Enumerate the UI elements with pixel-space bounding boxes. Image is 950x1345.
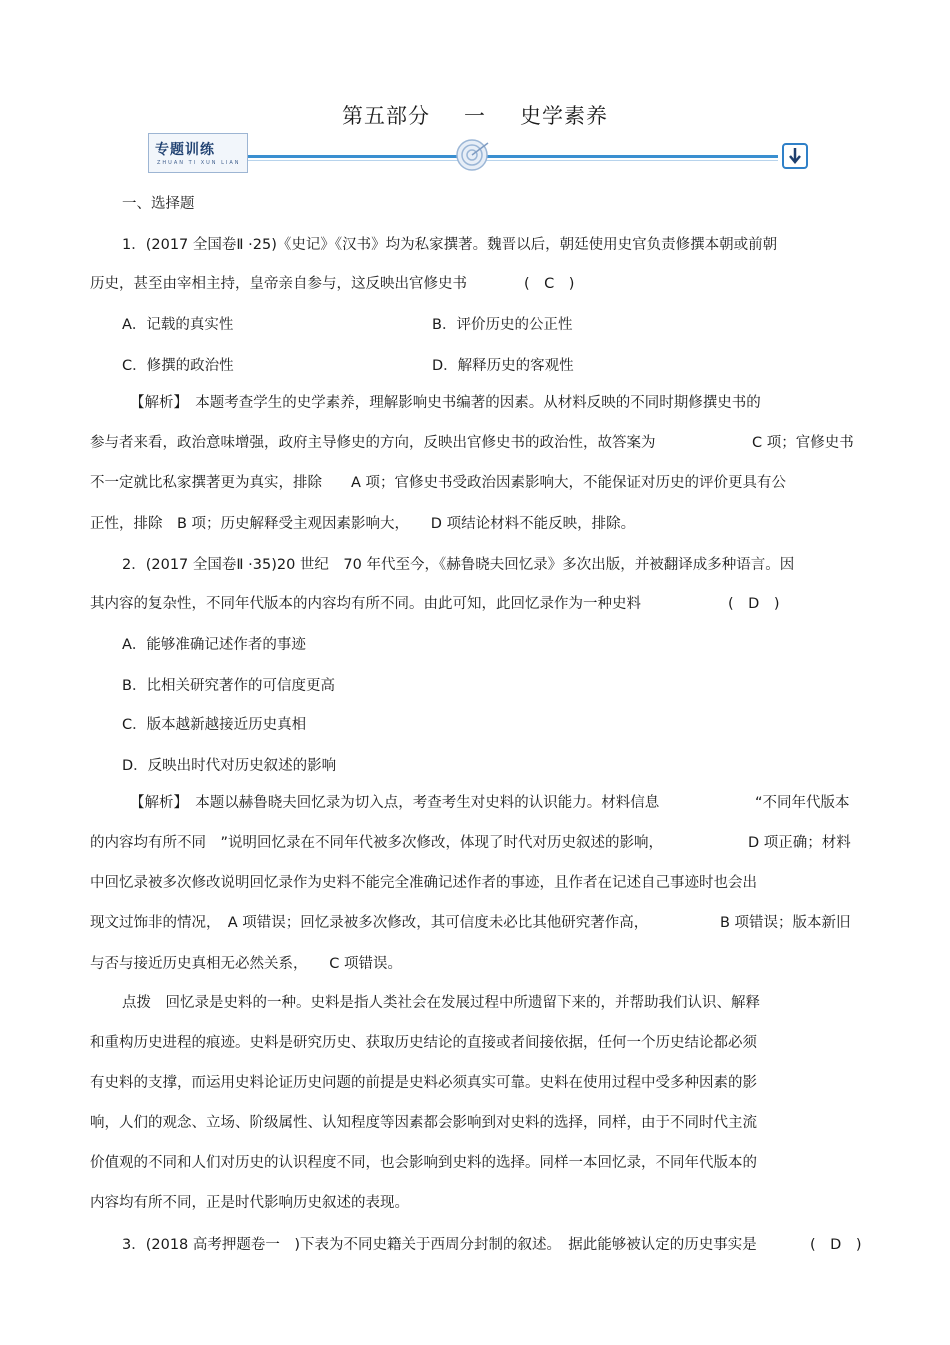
q2-analysis-line-2: 的内容均有所不同 ”说明回忆录在不同年代被多次修改，体现了时代对历史叙述的影响， [90, 835, 664, 851]
q2-tip-line-6: 内容均有所不同，正是时代影响历史叙述的表现。 [90, 1195, 409, 1211]
q2-stem-line-2: 其内容的复杂性，不同年代版本的内容均有所不同。由此可知，此回忆录作为一种史料 [90, 596, 641, 612]
q2-analysis-line-1: 【解析】 本题以赫鲁晓夫回忆录为切入点，考查考生对史料的认识能力。材料信息 [130, 795, 660, 811]
q2-option-d: D．反映出时代对历史叙述的影响 [122, 758, 337, 774]
q1-option-a: A．记载的真实性 [122, 317, 234, 333]
q2-analysis-line-4: 现文过饰非的情况， A 项错误；回忆录被多次修改，其可信度未必比其他研究著作高， [90, 915, 649, 931]
q2-analysis-line-3: 中回忆录被多次修改说明回忆录作为史料不能完全准确记述作者的事迹，且作者在记述自己事迹时也会出 [90, 875, 757, 891]
q2-analysis-line-4b: B 项错误；版本新旧 [720, 915, 851, 931]
q1-option-b: B．评价历史的公正性 [432, 317, 573, 333]
q2-analysis-line-5: 与否与接近历史真相无必然关系， C 项错误。 [90, 956, 402, 972]
banner-label: 专题训练 [155, 142, 215, 158]
q2-tip-line-1: 点拨 回忆录是史料的一种。史料是指人类社会在发展过程中所遗留下来的，并帮助我们认识、解释 [122, 995, 760, 1011]
title-dash: 一 [464, 104, 486, 128]
title-topic: 史学素养 [520, 104, 608, 128]
banner-label-box [148, 133, 248, 173]
target-icon [454, 137, 490, 173]
q3-stem-line-1: 3．(2018 高考押题卷一 )下表为不同史籍关于西周分封制的叙述。 据此能够被认定的历史事实是 [122, 1237, 757, 1253]
q3-answer: ( D ) [810, 1237, 862, 1253]
download-arrow-icon [782, 143, 808, 169]
page-title [0, 100, 950, 130]
q1-stem-line-2: 历史，甚至由宰相主持，皇帝亲自参与，这反映出官修史书 [90, 276, 467, 292]
q2-tip-line-3: 有史料的支撑，而运用史料论证历史问题的前提是史料必须真实可靠。史料在使用过程中受多种因素的影 [90, 1075, 757, 1091]
q1-option-c: C．修撰的政治性 [122, 358, 234, 374]
q2-analysis-line-1b: “不同年代版本 [755, 795, 850, 811]
q2-option-b: B．比相关研究著作的可信度更高 [122, 678, 335, 694]
q2-option-c: C．版本越新越接近历史真相 [122, 717, 307, 733]
q2-option-a: A．能够准确记述作者的事迹 [122, 637, 306, 653]
banner-line [248, 155, 778, 158]
q1-answer: ( C ) [524, 276, 575, 292]
q2-analysis-line-2b: D 项正确；材料 [748, 835, 851, 851]
title-part: 第五部分 [342, 104, 430, 128]
q1-analysis-line-1: 【解析】 本题考查学生的史学素养，理解影响史书编著的因素。从材料反映的不同时期修撰史书的 [130, 395, 761, 411]
q2-tip-line-4: 响，人们的观念、立场、阶级属性、认知程度等因素都会影响到对史料的选择，同样，由于不同时代主流 [90, 1115, 757, 1131]
banner-line-thin [248, 160, 778, 161]
q2-stem-line-1: 2．(2017 全国卷Ⅱ ·35)20 世纪 70 年代至今，《赫鲁晓夫回忆录》多次出版，并被翻译成多种语言。因 [122, 557, 795, 573]
topic-banner [148, 133, 808, 173]
q2-tip-line-5: 价值观的不同和人们对历史的认识程度不同，也会影响到史料的选择。同样一本回忆录，不同年代版本的 [90, 1155, 757, 1171]
q1-stem-line-1: 1．(2017 全国卷Ⅱ ·25)《史记》《汉书》均为私家撰著。魏晋以后，朝廷使用史官负责修撰本朝或前朝 [122, 237, 778, 253]
q2-tip-line-2: 和重构历史进程的痕迹。史料是研究历史、获取历史结论的直接或者间接依据，任何一个历史结论都必须 [90, 1035, 757, 1051]
q1-analysis-line-2: 参与者来看，政治意味增强，政府主导修史的方向，反映出官修史书的政治性，故答案为 [90, 435, 656, 451]
banner-sub-label: ZHUAN TI XUN LIAN [157, 160, 241, 166]
q1-analysis-line-2b: C 项；官修史书 [752, 435, 854, 451]
section-heading: 一、选择题 [122, 196, 195, 212]
q1-option-d: D．解释历史的客观性 [432, 358, 574, 374]
q1-analysis-line-4: 正性，排除 B 项；历史解释受主观因素影响大， D 项结论材料不能反映，排除。 [90, 516, 636, 532]
q2-answer: ( D ) [728, 596, 780, 612]
q1-analysis-line-3: 不一定就比私家撰著更为真实，排除 A 项；官修史书受政治因素影响大，不能保证对历史的评价更具有公 [90, 475, 787, 491]
